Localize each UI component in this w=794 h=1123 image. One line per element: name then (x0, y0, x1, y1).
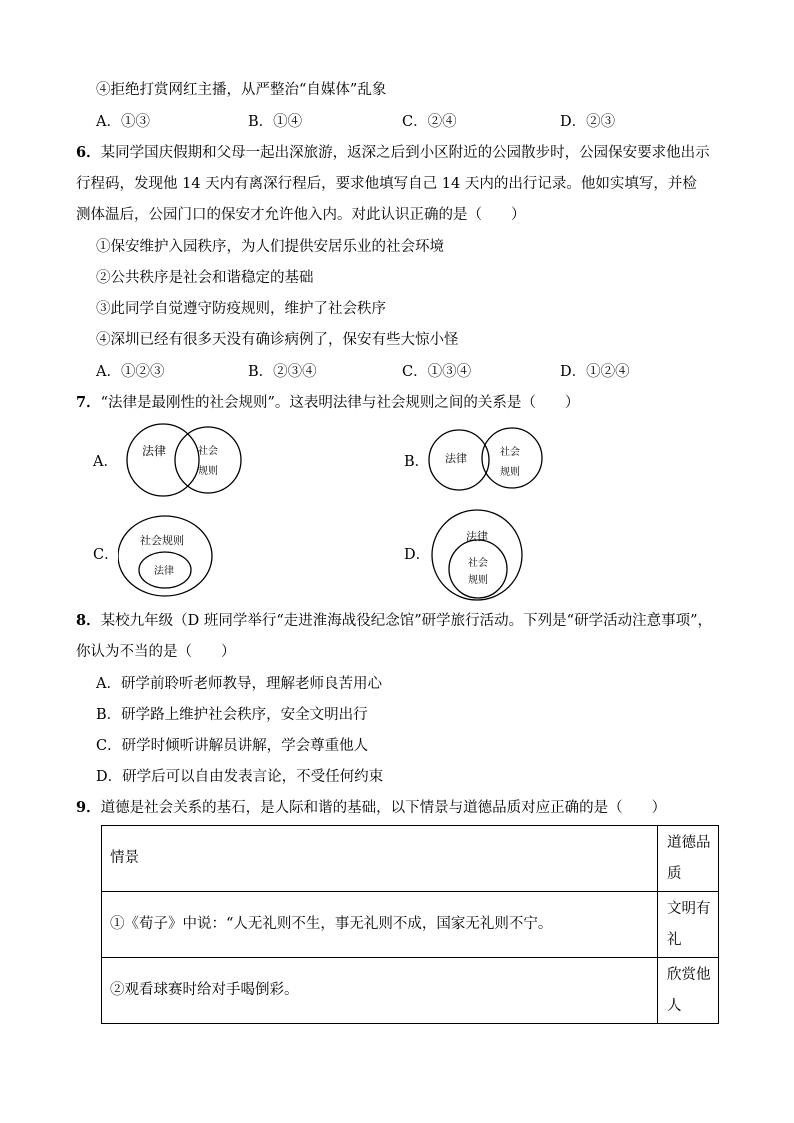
q7-c-social-rules-text: 社会规则 (140, 534, 184, 547)
q6-option-c: C．①③④ (402, 364, 472, 380)
q7-b-rules-text: 规则 (500, 467, 520, 478)
q7-a-law-text: 法律 (142, 444, 167, 458)
q6-option-d: D．①②④ (560, 364, 630, 380)
q6-item2: ②公共秩序是社会和谐稳定的基础 (96, 270, 314, 286)
q9-header-scene: 情景 (102, 826, 658, 892)
q9-header-quality: 道德品质 (658, 826, 719, 892)
q7-c-law-text: 法律 (154, 566, 174, 577)
q8-stem-line2: 你认为不当的是（ ） (76, 644, 236, 660)
q7-a-social-text: 社会 (198, 446, 218, 457)
q8-option-b: B．研学路上维护社会秩序，安全文明出行 (96, 707, 368, 723)
q9-stem: 9．道德是社会关系的基石，是人际和谐的基础，以下情景与道德品质对应正确的是（ ） (76, 799, 667, 816)
q7-diagram-d (428, 509, 528, 601)
table-row (102, 958, 719, 1024)
q5-item4: ④拒绝打赏网红主播，从严整治“自媒体”乱象 (96, 82, 387, 98)
q6-option-b: B．②③④ (248, 364, 317, 380)
q7-b-social-text: 社会 (500, 447, 520, 458)
q7-d-rules-text: 规则 (468, 575, 488, 586)
q6-item3: ③此同学自觉遵守防疫规则，维护了社会秩序 (96, 301, 386, 317)
q6-option-a: A．①②③ (96, 364, 165, 380)
q8-option-d: D．研学后可以自由发表言论，不受任何约束 (96, 769, 384, 785)
q9-row2-quality: 欣赏他人 (658, 958, 719, 1024)
q5-option-a: A．①③ (96, 114, 150, 130)
q9-row1-scene: ①《荀子》中说：“人无礼则不生，事无礼则不成，国家无礼则不宁。 (102, 892, 658, 958)
q7-diagram-c (118, 514, 218, 598)
q6-stem-line2: 行程码，发现他 14 天内有离深行程后，要求他填写自己 14 天内的出行记录。他如实填写，并检 (76, 176, 697, 192)
q7-label-b: B． (404, 454, 430, 470)
q6-item1: ①保安维护入园秩序，为人们提供安居乐业的社会环境 (96, 239, 444, 255)
q6-stem-line3: 测体温后，公园门口的保安才允许他入内。对此认识正确的是（ ） (76, 207, 526, 223)
table-row (102, 892, 719, 958)
q5-option-c: C．②④ (402, 114, 457, 130)
q7-d-social-text: 社会 (468, 558, 488, 569)
q9-table (101, 825, 719, 1024)
q7-d-law-text: 法律 (466, 530, 488, 543)
q6-stem-line1: 6．某同学国庆假期和父母一起出深旅游，返深之后到小区附近的公园散步时，公园保安要求他出示 (76, 144, 710, 161)
q7-label-c: C． (93, 547, 119, 563)
q8-stem-line1: 8．某校九年级（D 班同学举行“走进淮海战役纪念馆”研学旅行活动。下列是“研学活动注意事项”， (76, 612, 712, 629)
q7-b-law-text: 法律 (445, 452, 467, 465)
q9-row1-quality: 文明有礼 (658, 892, 719, 958)
q8-option-a: A．研学前聆听老师教导，理解老师良苦用心 (96, 676, 382, 692)
q7-label-d: D． (404, 547, 431, 563)
table-row (102, 826, 719, 892)
q7-diagram-a (120, 422, 250, 502)
q5-option-d: D．②③ (560, 114, 616, 130)
q7-diagram-b (427, 424, 547, 500)
q7-stem: 7．“法律是最刚性的社会规则”。这表明法律与社会规则之间的关系是（ ） (76, 394, 580, 411)
q7-a-rules-text: 规则 (198, 466, 218, 477)
q9-row2-scene: ②观看球赛时给对手喝倒彩。 (102, 958, 658, 1024)
q8-option-c: C．研学时倾听讲解员讲解，学会尊重他人 (96, 738, 369, 754)
q5-option-b: B．①④ (248, 114, 303, 130)
q6-item4: ④深圳已经有很多天没有确诊病例了，保安有些大惊小怪 (96, 332, 459, 348)
q7-label-a: A． (93, 454, 118, 470)
